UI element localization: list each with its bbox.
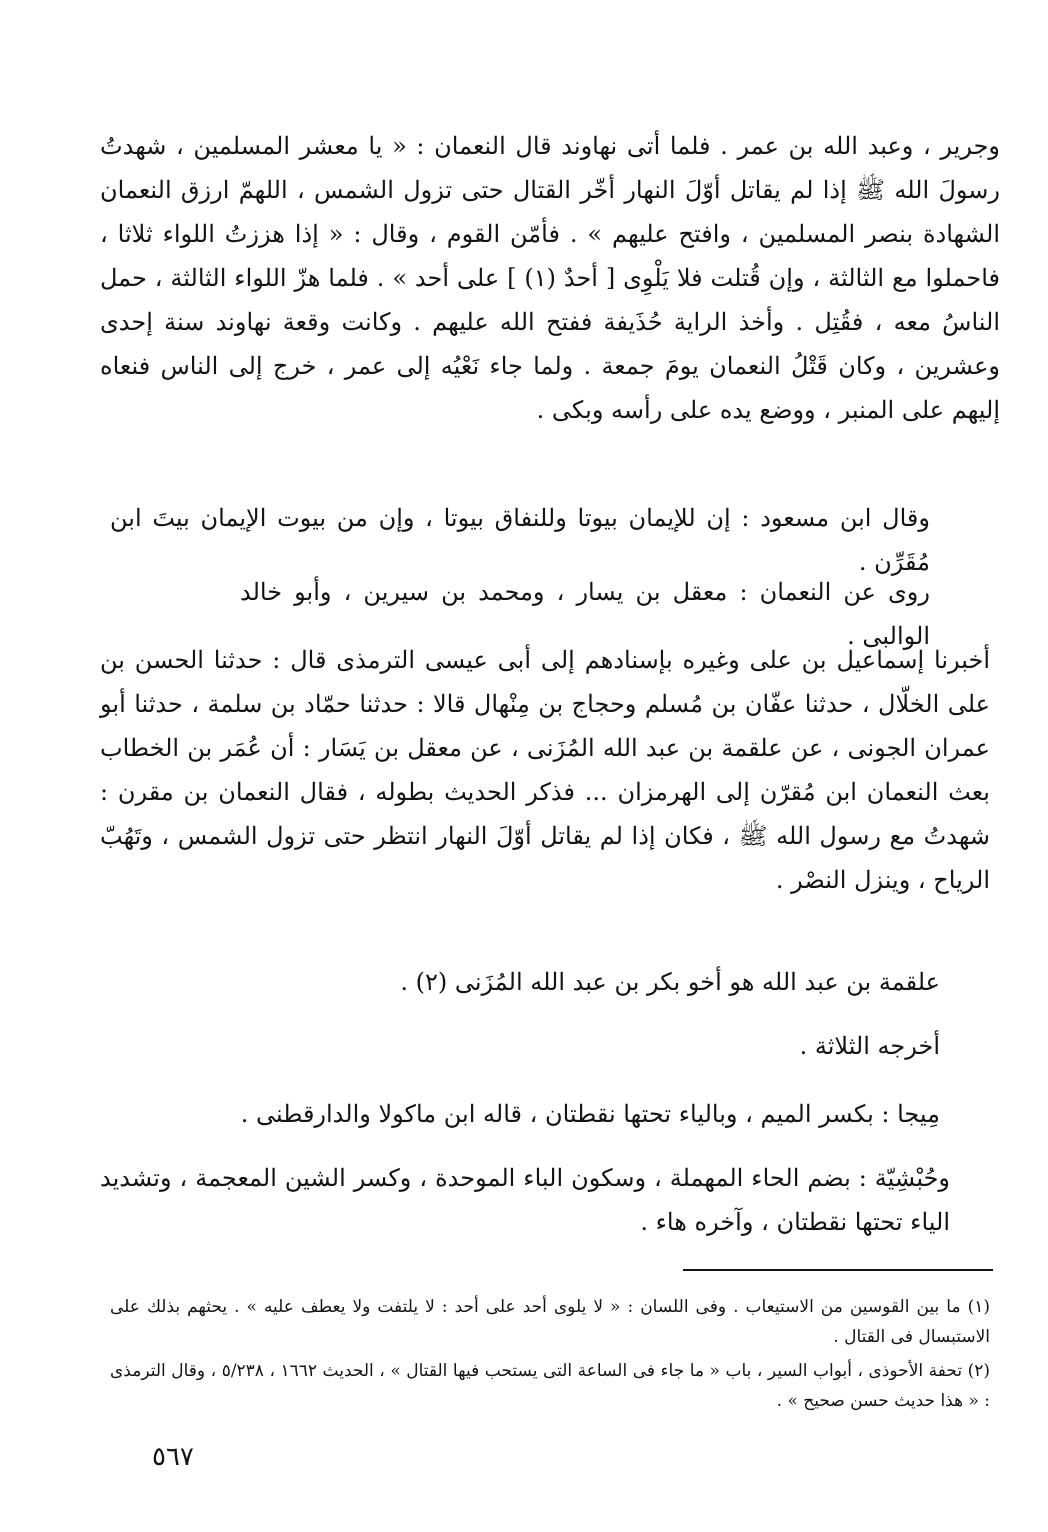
footnote-separator xyxy=(683,1269,993,1271)
footnote-1: (١) ما بين القوسين من الاستيعاب . وفى اللسان : « لا يلوى أحد على أحد : لا يلتفت ولا يعطف عليه » . يحثهم بذلك على الاستبسال فى القتال . xyxy=(110,1297,990,1347)
paragraph-hadith-isnad: أخبرنا إسماعيل بن على وغيره بإسنادهم إلى أبى عيسى الترمذى قال : حدثنا الحسن بن على الخلّال ، حدثنا عفّان بن مُسلم وحجاج بن مِنْهال قالا : حدثنا حمّاد بن سلمة ، حدثنا أبو عمران الجونى ، عن علقمة بن عبد الله المُزَنى ، عن معقل بن يَسَار : أن عُمَر بن الخطاب بعث النعمان ابن مُقرّن إلى الهرمزان ... فذكر الحديث بطوله ، فقال النعمان بن مقرن : شهدتُ مع رسول الله ﷺ ، فكان إذا لم يقاتل أوّلَ النهار انتظر حتى تزول الشمس ، وتَهُبّ الرياح ، وينزل النصْر . xyxy=(100,646,990,894)
paragraph-hubshiyya: وحُبْشِيّة : بضم الحاء المهملة ، وسكون الباء الموحدة ، وكسر الشين المعجمة ، وتشديد الياء تحتها نقطتان ، وآخره هاء . xyxy=(100,1164,950,1236)
paragraph-attribution: أخرجه الثلاثة . xyxy=(799,1032,940,1060)
paragraph-narrators: روى عن النعمان : معقل بن يسار ، ومحمد بن سيرين ، وأبو خالد الوالبى . xyxy=(240,578,930,650)
paragraph-alqama: علقمة بن عبد الله هو أخو بكر بن عبد الله المُزَنى (٢) . xyxy=(400,968,940,996)
page-number: ٥٦٧ xyxy=(152,1442,194,1472)
footnote-2: (٢) تحفة الأحوذى ، أبواب السير ، باب « ما جاء فى الساعة التى يستحب فيها القتال » ، الحديث ١٦٦٢ ، ٥/٢٣٨ ، وقال الترمذى : « هذا حديث حسن صحيح » . xyxy=(110,1361,990,1411)
paragraph-mija: مِيجا : بكسر الميم ، وبالياء تحتها نقطتان ، قاله ابن ماكولا والدارقطنى . xyxy=(240,1100,940,1128)
paragraph-ibn-masud: وقال ابن مسعود : إن للإيمان بيوتا وللنفاق بيوتا ، وإن من بيوت الإيمان بيتَ ابن مُقَرِّن . xyxy=(110,504,930,576)
paragraph-battle-nahawand: وجرير ، وعبد الله بن عمر . فلما أتى نهاوند قال النعمان : « يا معشر المسلمين ، شهدتُ رسولَ الله ﷺ إذا لم يقاتل أوّلَ النهار أخّر القتال حتى تزول الشمس ، اللهمّ ارزق النعمان الشهادة بنصر المسلمين ، وافتح عليهم » . فأمّن القوم ، وقال : « إذا هززتُ اللواء ثلاثا ، فاحملوا مع الثالثة ، وإن قُتلت فلا يَلْوِى [ أحدٌ (١) ] على أحد » . فلما هزّ اللواء الثالثة ، حمل الناسُ معه ، فقُتِل . وأخذ الراية حُذَيفة ففتح الله عليهم . وكانت وقعة نهاوند سنة إحدى وعشرين ، وكان قَتْلُ النعمان يومَ جمعة . ولما جاء نَعْيُه إلى عمر ، خرج إلى الناس فنعاه إليهم على المنبر ، ووضع يده على رأسه وبكى . xyxy=(100,132,1000,424)
